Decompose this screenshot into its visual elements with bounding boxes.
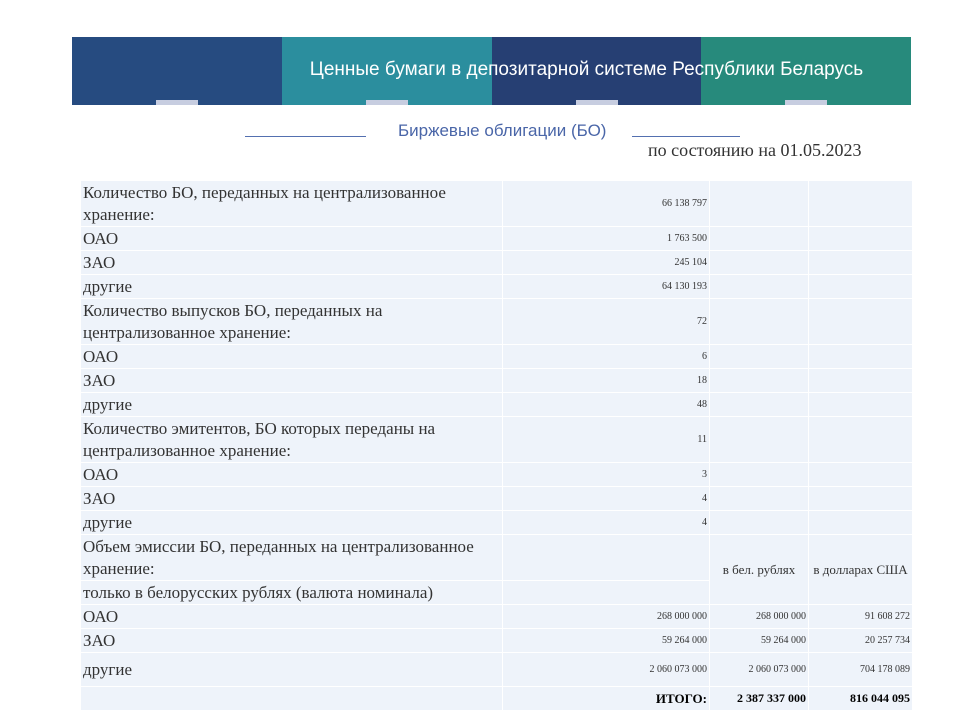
banner-tab xyxy=(576,100,618,105)
table-row xyxy=(81,605,913,629)
empty-cell xyxy=(710,275,809,299)
row-value-usd: 91 608 272 xyxy=(809,605,913,629)
table-row xyxy=(81,463,913,487)
row-label: Количество выпусков БО, переданных на централизованное хранение: xyxy=(81,299,503,345)
page-title xyxy=(72,59,911,81)
table-row xyxy=(81,487,913,511)
empty-cell xyxy=(710,227,809,251)
empty-cell xyxy=(503,581,710,605)
row-label: ЗАО xyxy=(81,487,503,511)
empty-cell xyxy=(710,251,809,275)
page-title-text: Ценные бумаги в депозитарной системе Республики Беларусь xyxy=(309,59,864,80)
banner-tab xyxy=(156,100,198,105)
row-value-byn: 2 060 073 000 xyxy=(710,653,809,687)
column-header-usd: в долларах США xyxy=(809,535,913,605)
row-value-usd: 704 178 089 xyxy=(809,653,913,687)
row-label: ОАО xyxy=(81,463,503,487)
empty-cell xyxy=(710,393,809,417)
row-label: ОАО xyxy=(81,227,503,251)
banner-tab xyxy=(366,100,408,105)
column-header-byn: в бел. рублях xyxy=(710,535,809,605)
total-row xyxy=(81,687,913,711)
table-row xyxy=(81,629,913,653)
table-row xyxy=(81,653,913,687)
empty-cell xyxy=(809,181,913,227)
table-row xyxy=(81,417,913,463)
row-label: Объем эмиссии БО, переданных на централизованное хранение: xyxy=(81,535,503,581)
row-value: 4 xyxy=(503,511,710,535)
row-value: 268 000 000 xyxy=(503,605,710,629)
row-value: 18 xyxy=(503,369,710,393)
row-value-usd: 20 257 734 xyxy=(809,629,913,653)
empty-cell xyxy=(809,369,913,393)
empty-cell xyxy=(809,417,913,463)
row-value: 64 130 193 xyxy=(503,275,710,299)
empty-cell xyxy=(809,511,913,535)
empty-cell xyxy=(710,417,809,463)
row-value: 4 xyxy=(503,487,710,511)
date-label: по состоянию на 01.05.2023 xyxy=(648,140,862,160)
total-label: ИТОГО: xyxy=(503,687,710,711)
row-value: 48 xyxy=(503,393,710,417)
empty-cell xyxy=(809,463,913,487)
empty-cell xyxy=(710,487,809,511)
empty-cell xyxy=(710,463,809,487)
subtitle-line-right xyxy=(632,136,740,137)
row-label: Количество БО, переданных на централизованное хранение: xyxy=(81,181,503,227)
row-label: другие xyxy=(81,653,503,687)
securities-table xyxy=(80,180,913,711)
empty-cell xyxy=(809,345,913,369)
total-byn: 2 387 337 000 xyxy=(710,687,809,711)
row-label: ЗАО xyxy=(81,251,503,275)
row-value: 11 xyxy=(503,417,710,463)
row-value: 2 060 073 000 xyxy=(503,653,710,687)
table-row xyxy=(81,299,913,345)
total-usd: 816 044 095 xyxy=(809,687,913,711)
row-label: ОАО xyxy=(81,605,503,629)
subtitle-line-left xyxy=(245,136,366,137)
table-row xyxy=(81,345,913,369)
row-label: другие xyxy=(81,511,503,535)
empty-cell xyxy=(710,299,809,345)
row-label: ОАО xyxy=(81,345,503,369)
table-row xyxy=(81,227,913,251)
empty-cell xyxy=(710,345,809,369)
table-row xyxy=(81,369,913,393)
table-row xyxy=(81,535,913,581)
banner-tab xyxy=(785,100,827,105)
empty-cell xyxy=(503,535,710,581)
row-value: 245 104 xyxy=(503,251,710,275)
row-sublabel: только в белорусских рублях (валюта номинала) xyxy=(81,581,503,605)
row-label: другие xyxy=(81,275,503,299)
table-row xyxy=(81,393,913,417)
empty-cell xyxy=(710,511,809,535)
table-row xyxy=(81,181,913,227)
row-value: 66 138 797 xyxy=(503,181,710,227)
table-row xyxy=(81,275,913,299)
empty-cell xyxy=(809,487,913,511)
empty-cell xyxy=(81,687,503,711)
row-label: Количество эмитентов, БО которых переданы на централизованное хранение: xyxy=(81,417,503,463)
empty-cell xyxy=(809,299,913,345)
subtitle: Биржевые облигации (БО) xyxy=(398,121,607,140)
row-value-byn: 268 000 000 xyxy=(710,605,809,629)
row-label: ЗАО xyxy=(81,369,503,393)
table-row xyxy=(81,251,913,275)
row-value: 1 763 500 xyxy=(503,227,710,251)
row-value: 59 264 000 xyxy=(503,629,710,653)
row-value: 6 xyxy=(503,345,710,369)
empty-cell xyxy=(809,251,913,275)
empty-cell xyxy=(809,393,913,417)
table-row xyxy=(81,511,913,535)
row-value: 72 xyxy=(503,299,710,345)
empty-cell xyxy=(809,227,913,251)
empty-cell xyxy=(710,369,809,393)
header-banner xyxy=(72,37,911,105)
row-label: ЗАО xyxy=(81,629,503,653)
row-label: другие xyxy=(81,393,503,417)
empty-cell xyxy=(710,181,809,227)
row-value: 3 xyxy=(503,463,710,487)
row-value-byn: 59 264 000 xyxy=(710,629,809,653)
empty-cell xyxy=(809,275,913,299)
